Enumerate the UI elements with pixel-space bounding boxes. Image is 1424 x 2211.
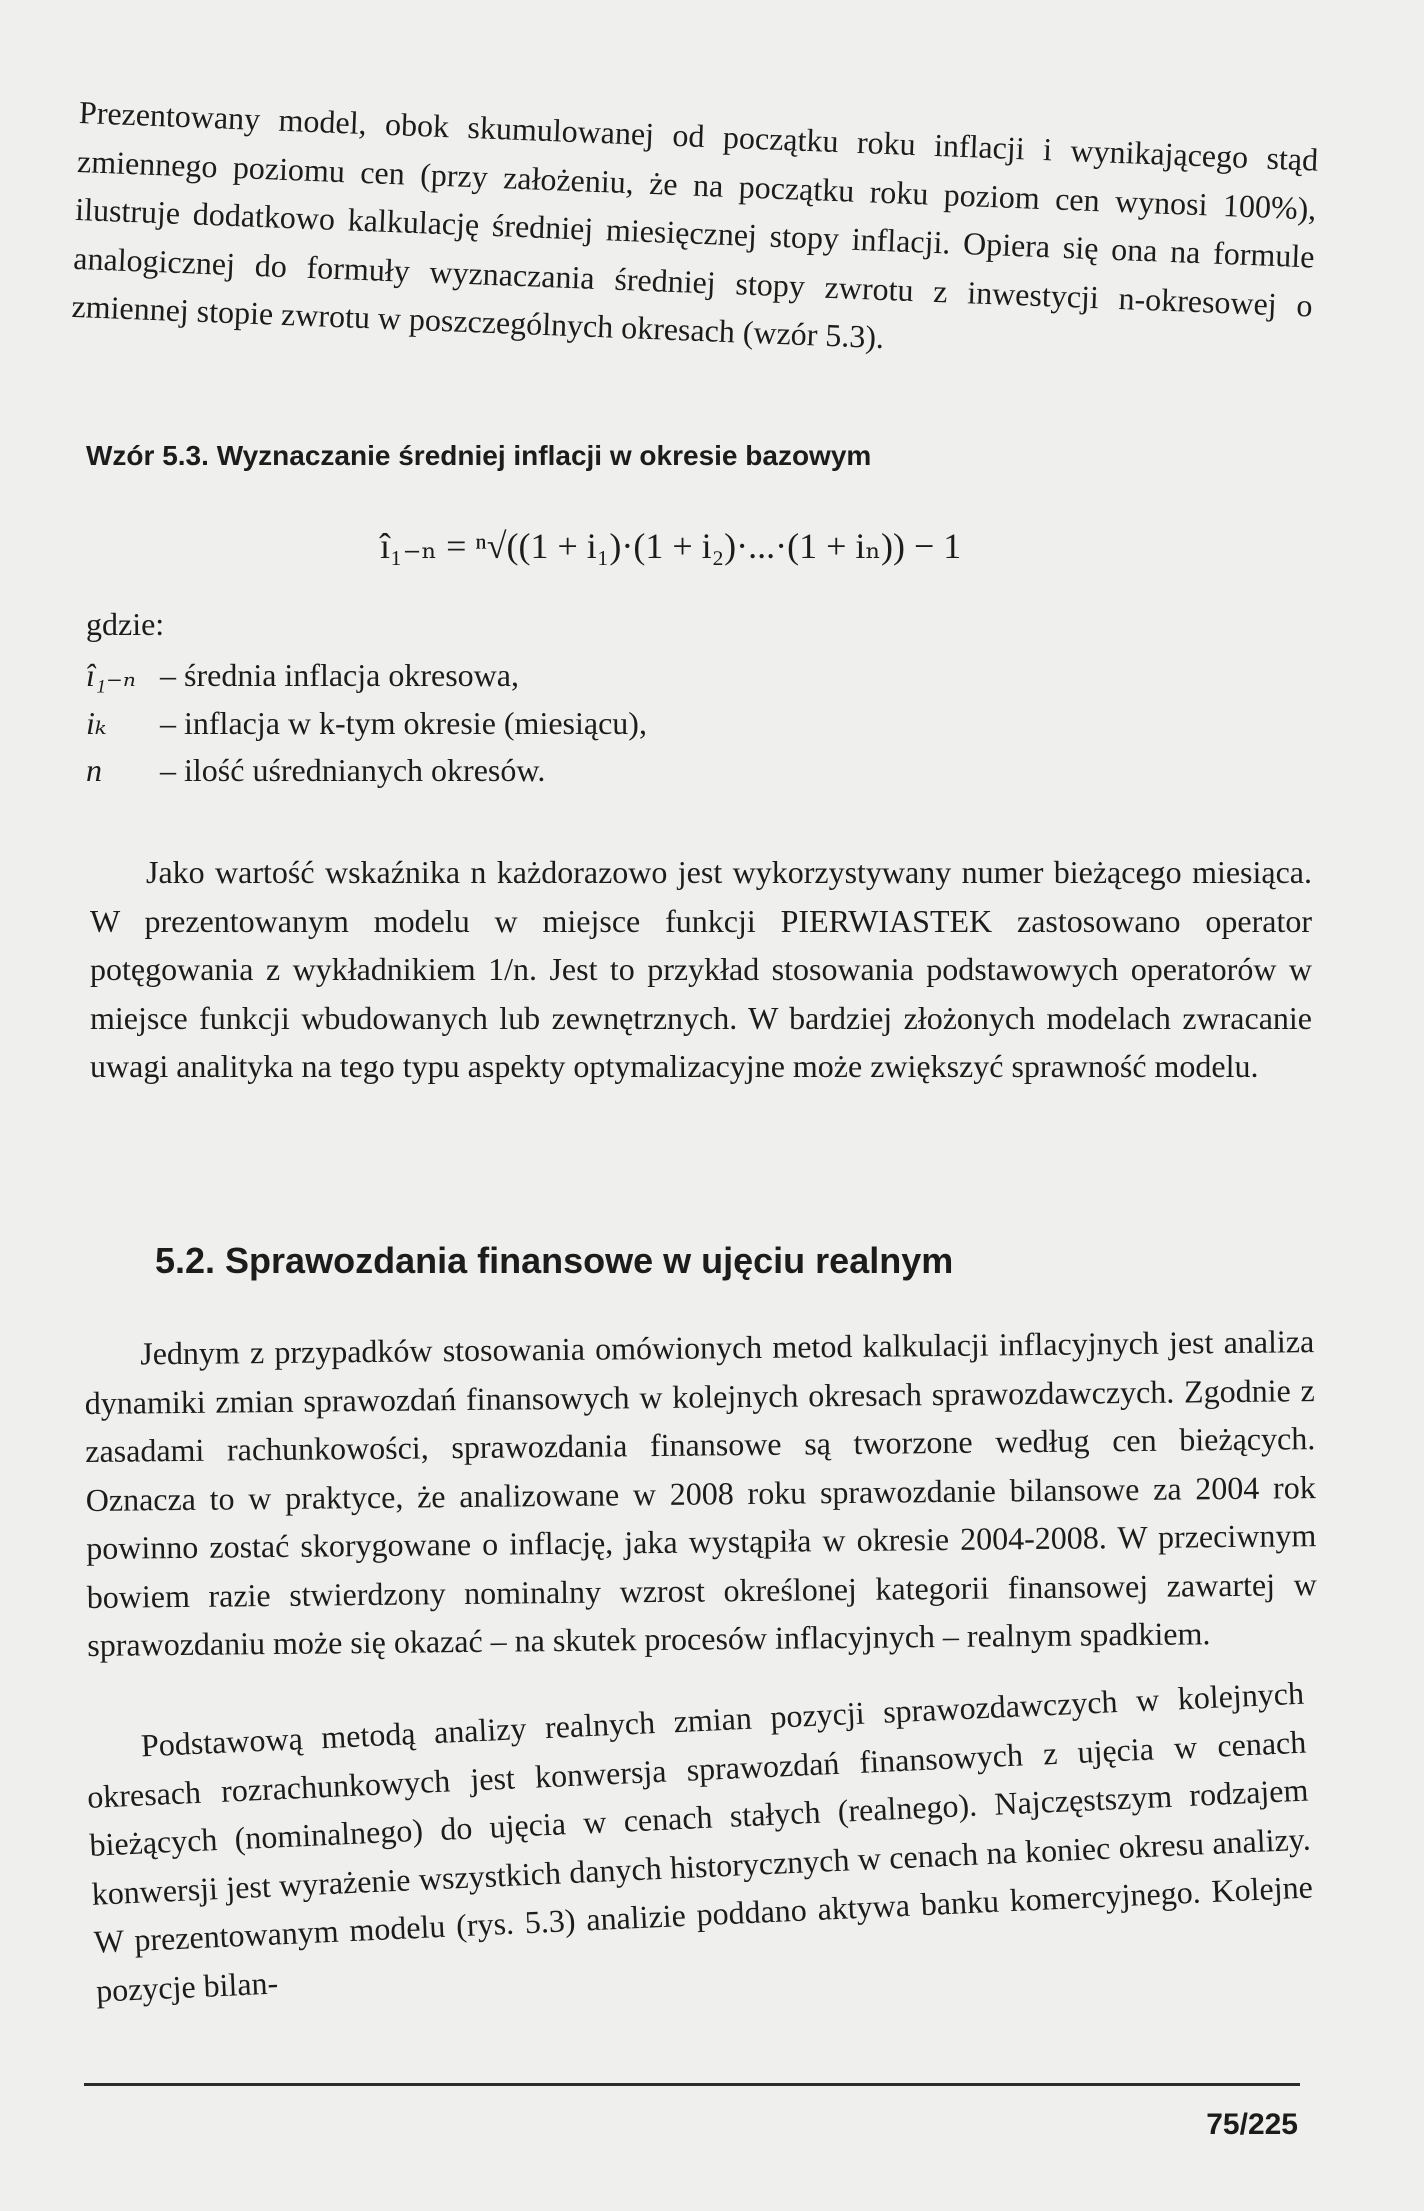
definition-text: – średnia inflacja okresowa, [160,657,519,693]
section-heading: 5.2. Sprawozdania finansowe w ujęciu realnym [155,1240,954,1281]
definition-text: – ilość uśrednianych okresów. [160,752,546,788]
where-label: gdzie: [86,606,165,642]
formula-title: Wzór 5.3. Wyznaczanie średniej inflacji w okresie bazowym [86,440,872,471]
page-number: 75/225 [1206,2108,1298,2141]
paragraph-reports: Jednym z przypadków stosowania omówionych metod kalkulacji inflacyjnych jest analiza dynamiki zmian sprawozdań finansowych w kolejnych okresach sprawozdawczych. Zgodnie z zasadami rachunkowości, sprawozdania finansowe są tworzone według cen bieżących. Oznacza to w praktyce, że analizowane w 2008 roku sprawozdanie bilansowe za 2004 rok powinno zostać skorygowane o inflację, jaka wystąpiła w okresie 2004-2008. W przeciwnym bowiem razie stwierdzony nominalny wzrost określonej kategorii finansowej zawartej w sprawozdaniu może się okazać – na skutek procesów inflacyjnych – realnym spadkiem. [84,1323,1317,1663]
definition-symbol: n [86,752,102,788]
footer-rule [84,2083,1300,2086]
definition-row [86,656,519,694]
formula-expression: î₁₋ₙ = ⁿ√((1 + i₁)·(1 + i₂)·...·(1 + iₙ)) − 1 [380,526,962,566]
definition-row [86,752,545,789]
definition-text: – inflacja w k-tym okresie (miesiącu), [160,705,647,741]
definition-row [86,704,647,742]
paragraph-n-index: Jako wartość wskaźnika n każdorazowo jest wykorzystywany numer bieżącego miesiąca. W prezentowanym modelu w miejsce funkcji PIERWIASTEK zastosowano operator potęgowania z wykładnikiem 1/n. Jest to przykład stosowania podstawowych operatorów w miejsce funkcji wbudowanych lub zewnętrznych. W bardziej złożonych modelach zwracanie uwagi analityka na tego typu aspekty optymalizacyjne może zwiększyć sprawność modelu. [90,854,1312,1084]
paragraph-intro: Prezentowany model, obok skumulowanej od początku roku inflacji i wynikającego stąd zmiennego poziomu cen (przy założeniu, że na początku roku poziom cen wynosi 100%), ilustruje dodatkowo kalkulację średniej miesięcznej stopy inflacji. Opiera się ona na formule analogicznej do formuły wyznaczania średniej stopy zwrotu z inwestycji n-okresowej o zmiennej stopie zwrotu w poszczególnych okresach (wzór 5.3). [70,93,1319,356]
paragraph-method: Podstawową metodą analizy realnych zmian pozycji sprawozdawczych w kolejnych okresach rozrachunkowych jest konwersja sprawozdań finansowych z ujęcia w cenach bieżących (nominalnego) do ujęcia w cenach stałych (realnego). Najczęstszym rodzajem konwersji jest wyrażenie wszystkich danych historycznych w cenach na koniec okresu analizy. W prezentowanym modelu (rys. 5.3) analizie poddano aktywa banku komercyjnego. Kolejne pozycje bilan- [86,1674,1314,2009]
definition-symbol: iₖ [86,705,107,741]
definition-symbol: î₁₋ₙ [86,657,136,693]
